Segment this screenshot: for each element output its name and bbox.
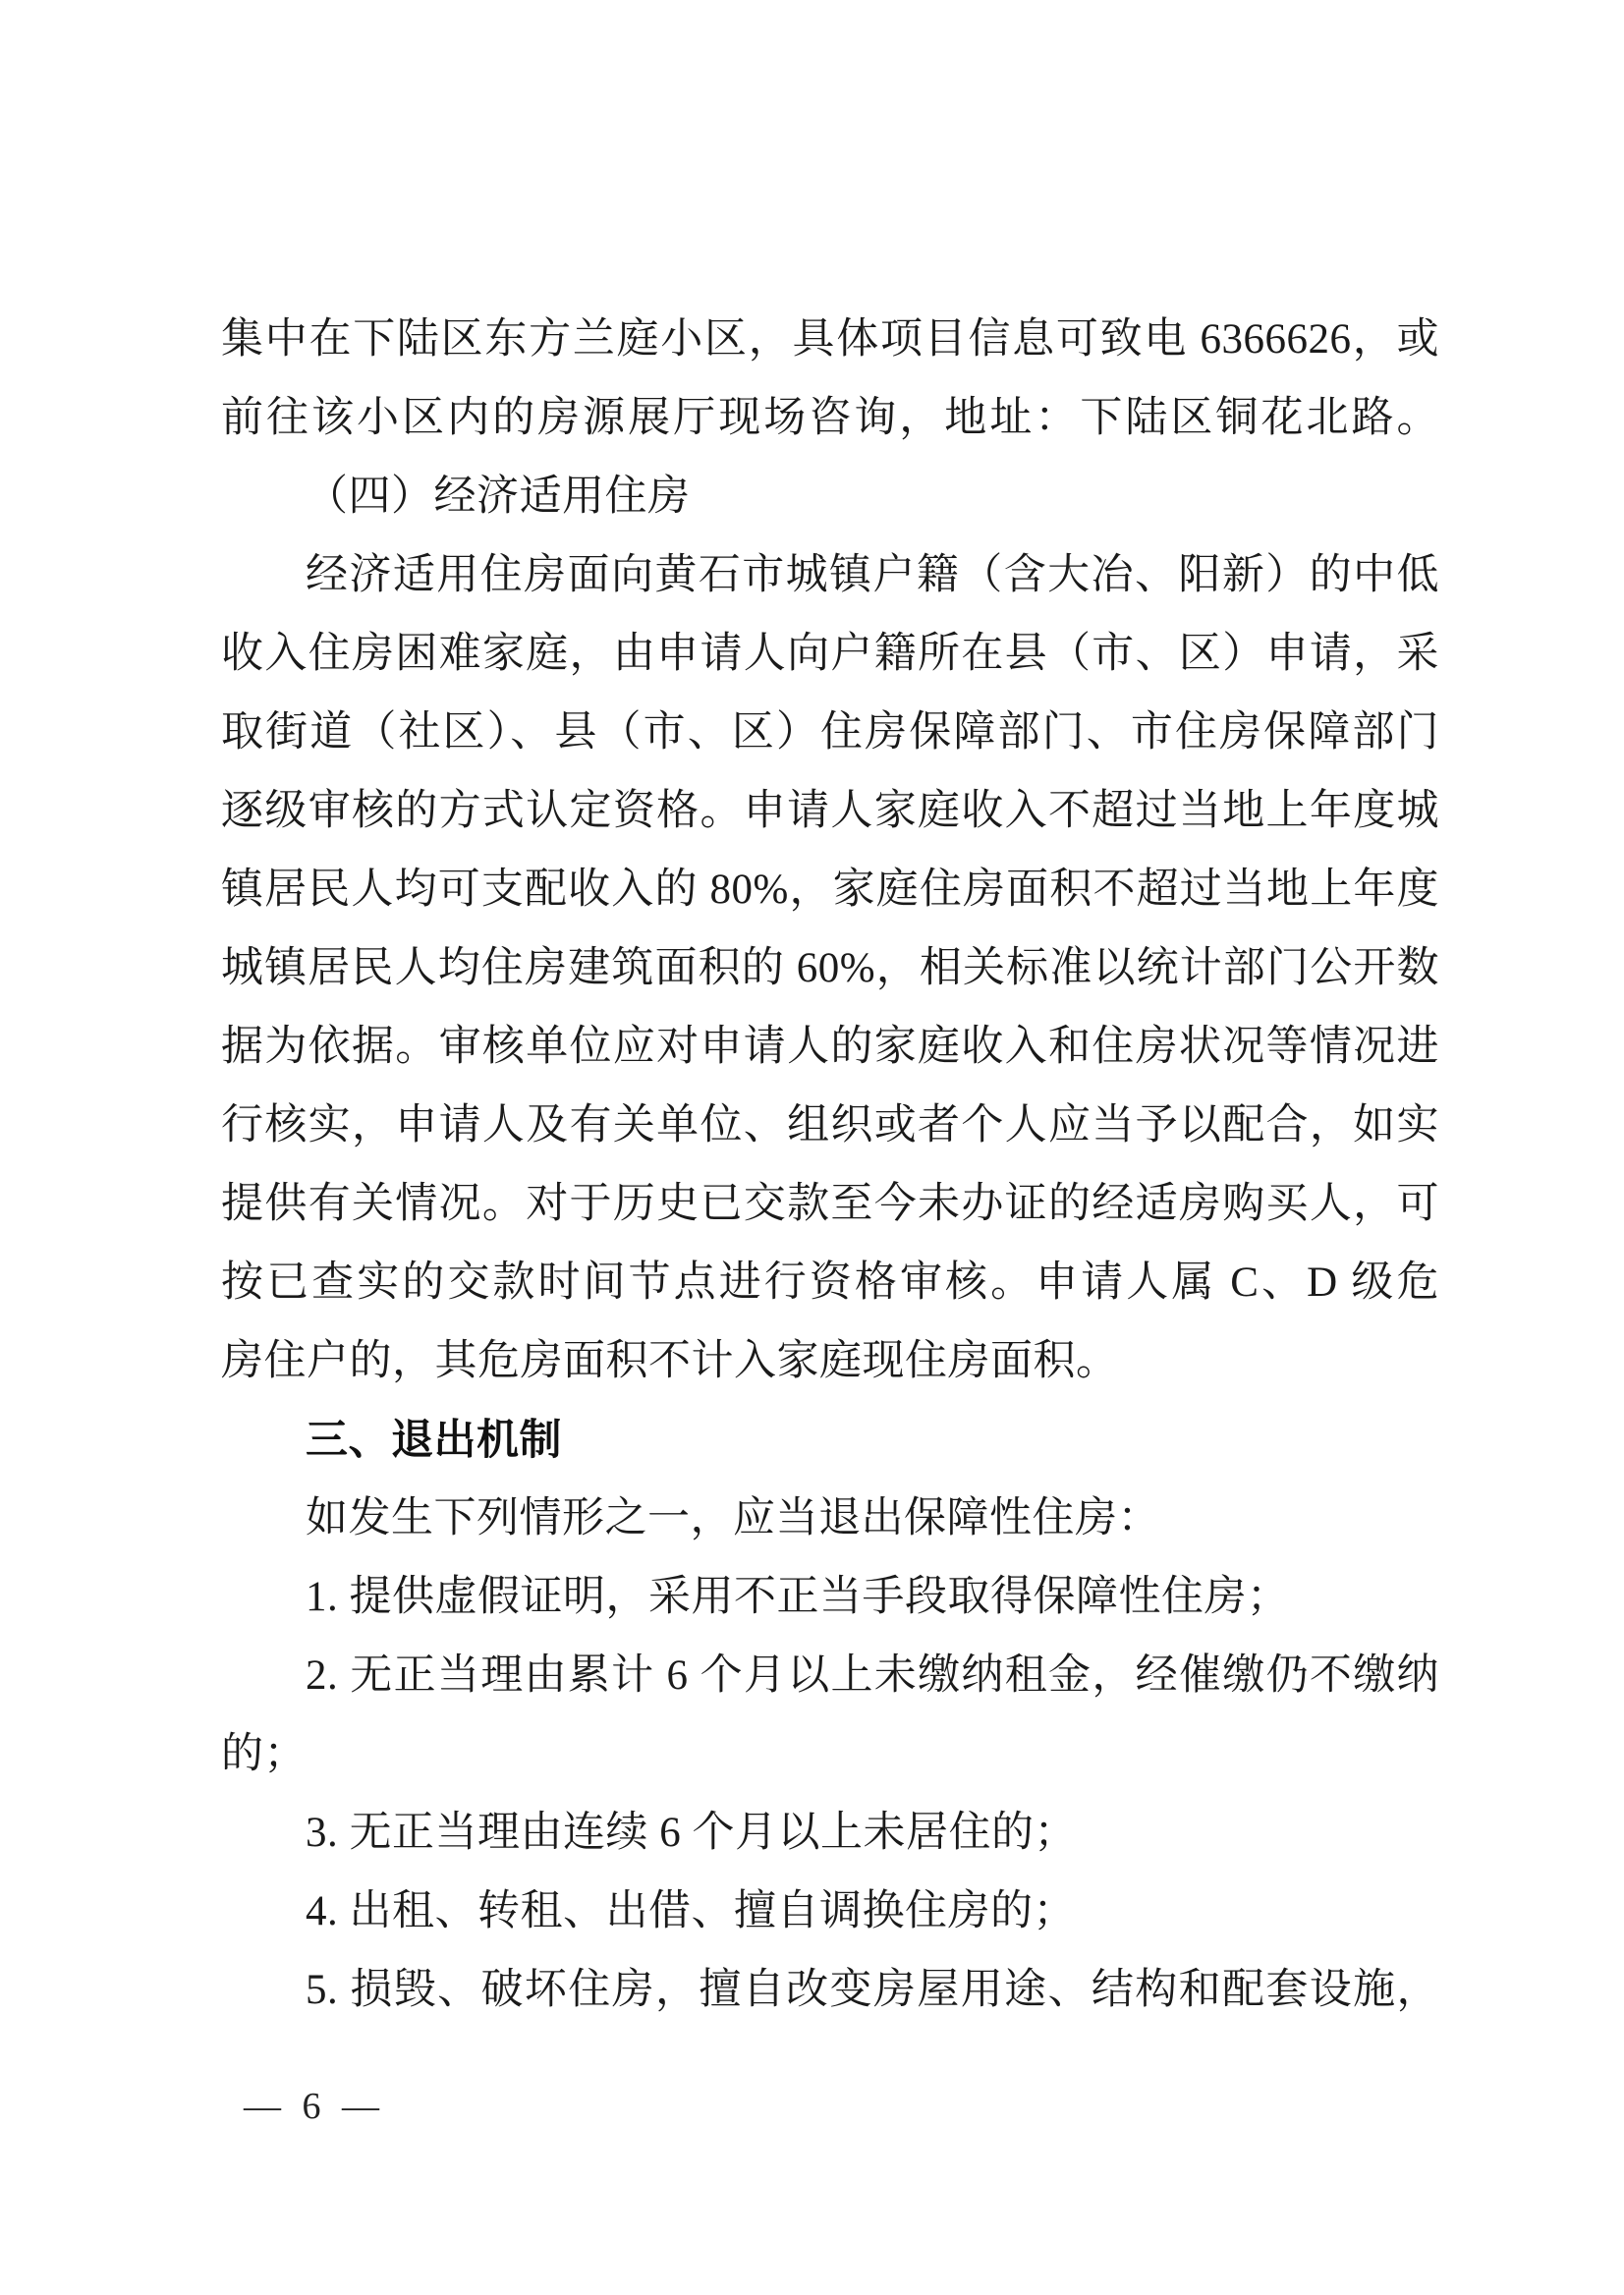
body-line: 提供有关情况。对于历史已交款至今未办证的经适房购买人，可	[221, 1181, 1439, 1227]
body-line: 据为依据。审核单位应对申请人的家庭收入和住房状况等情况进	[221, 1024, 1439, 1070]
body-line: 行核实，申请人及有关单位、组织或者个人应当予以配合，如实	[221, 1102, 1439, 1148]
body-line: 取街道（社区）、县（市、区）住房保障部门、市住房保障部门	[221, 709, 1439, 756]
body-line: 经济适用住房面向黄石市城镇户籍（含大冶、阳新）的中低	[306, 552, 1439, 598]
body-line: 收入住房困难家庭，由申请人向户籍所在县（市、区）申请，采	[221, 631, 1439, 677]
document-body	[221, 301, 1439, 2030]
body-line: 集中在下陆区东方兰庭小区，具体项目信息可致电 6366626，或	[221, 316, 1439, 363]
body-line: 城镇居民人均住房建筑面积的 60%，相关标准以统计部门公开数	[221, 945, 1439, 991]
section-heading-exit-mechanism: 三、退出机制	[306, 1417, 562, 1464]
body-line: 镇居民人均可支配收入的 80%，家庭住房面积不超过当地上年度	[221, 867, 1439, 913]
list-item-2-continuation: 的；	[221, 1731, 307, 1777]
subsection-heading: （四）经济适用住房	[306, 474, 691, 520]
list-item-5: 5. 损毁、破坏住房，擅自改变房屋用途、结构和配套设施，	[306, 1967, 1439, 2013]
body-line: 前往该小区内的房源展厅现场咨询，地址：下陆区铜花北路。	[221, 395, 1439, 441]
body-line: 按已查实的交款时间节点进行资格审核。申请人属 C、D 级危	[221, 1259, 1439, 1306]
body-line: 如发生下列情形之一，应当退出保障性住房：	[306, 1495, 1160, 1541]
body-line: 房住户的，其危房面积不计入家庭现住房面积。	[221, 1338, 1119, 1384]
list-item-2: 2. 无正当理由累计 6 个月以上未缴纳租金，经催缴仍不缴纳	[306, 1652, 1439, 1699]
list-item-1: 1. 提供虚假证明，采用不正当手段取得保障性住房；	[306, 1574, 1290, 1620]
body-line: 逐级审核的方式认定资格。申请人家庭收入不超过当地上年度城	[221, 788, 1439, 834]
list-item-3: 3. 无正当理由连续 6 个月以上未居住的；	[306, 1810, 1077, 1856]
list-item-4: 4. 出租、转租、出借、擅自调换住房的；	[306, 1888, 1076, 1934]
page-number: — 6 —	[244, 2086, 385, 2127]
